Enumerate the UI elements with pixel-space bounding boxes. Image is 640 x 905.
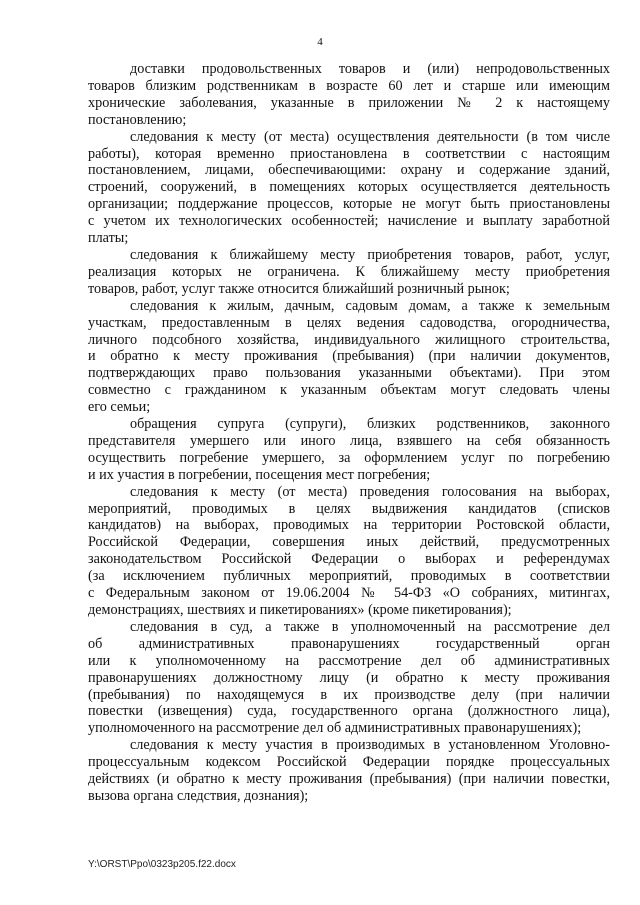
paragraph-line: и их участия в погребении, посещения мест погребения; (88, 466, 431, 483)
paragraph-line: строений, сооружений, в помещениях которых осуществляется деятельность (88, 179, 610, 196)
paragraph-line: хронические заболевания, указанные в приложении № 2 к настоящему (88, 94, 610, 111)
paragraph-line: действиях (и обратно к месту проживания (пребывания) (при наличии повестки, (88, 771, 610, 788)
paragraph-line: реализация которых не ограничена. К ближайшему месту приобретения (88, 263, 610, 280)
paragraph-line: осуществить погребение умершего, за оформлением услуг по погребению (88, 449, 610, 466)
paragraph-line: кандидатов) на выборах, проводимых на территории Ростовской области, (88, 517, 610, 534)
paragraph-line: уполномоченного на рассмотрение дел об административных правонарушениях); (88, 720, 582, 737)
paragraph-line: демонстрациях, шествиях и пикетированиях» (кроме пикетирования); (88, 602, 512, 618)
paragraph-line: с Федеральным законом от 19.06.2004 № 54-ФЗ «О собраниях, митингах, (88, 585, 610, 602)
paragraph-line: представителя умершего или иного лица, взявшего на себя обязанность (88, 432, 610, 449)
paragraph-line: постановлением, лицами, обеспечивающими: охрану и содержание зданий, (88, 162, 610, 179)
paragraph-line: постановлению; (88, 111, 187, 128)
paragraph-line: повестки (извещения) суда, государственного органа (должностного лица), (88, 703, 610, 720)
paragraph-line: и обратно к месту проживания (пребывания) (при наличии документов, (88, 348, 610, 365)
document-body (88, 61, 610, 805)
paragraph-line: об административных правонарушениях государственный орган (88, 635, 610, 652)
paragraph-line: правонарушениях должностному лицу (и обратно к месту проживания (88, 669, 610, 686)
paragraph-line: мероприятий, проводимых в целях выдвижения кандидатов (списков (88, 500, 610, 517)
paragraph-line: следования к жилым, дачным, садовым домам, а также к земельным (130, 297, 610, 314)
paragraph-line: товаров близким родственникам в возрасте 60 лет и старше или имеющим (88, 77, 610, 94)
paragraph-line: с учетом их технологических особенностей; начисление и выплату заработной (88, 213, 610, 230)
paragraph-line: (за исключением публичных мероприятий, проводимых в соответствии (88, 568, 610, 585)
paragraph-line: или к уполномоченному на рассмотрение дел об административных (88, 652, 610, 669)
paragraph-line: участкам, предоставленным в целях ведения садоводства, огородничества, (88, 314, 610, 331)
paragraph-line: товаров, работ, услуг также относится ближайший розничный рынок; (88, 280, 510, 297)
paragraph-line: доставки продовольственных товаров и (или) непродовольственных (130, 61, 610, 77)
paragraph-line: его семьи; (88, 399, 151, 416)
paragraph-line: (пребывания) по находящемуся в их производстве делу (при наличии (88, 686, 610, 703)
paragraph-line: вызова органа следствия, дознания); (88, 787, 309, 804)
paragraph-line: обращения супруга (супруги), близких родственников, законного (130, 416, 610, 433)
page-number: 4 (317, 36, 323, 48)
paragraph-line: совместно с гражданином к указанным объектам могут следовать члены (88, 382, 610, 399)
file-path-footer: Y:\ORST\Ppo\0323p205.f22.docx (88, 859, 236, 870)
paragraph-line: платы; (88, 230, 129, 247)
paragraph-line: следования к месту (от места) проведения голосования на выборах, (130, 483, 610, 500)
paragraph-line: подтверждающих право пользования указанными объектами). При этом (88, 365, 610, 382)
paragraph-line: следования к месту участия в производимых в установленном Уголовно- (130, 737, 610, 754)
paragraph-line: процессуальным кодексом Российской Федерации порядке процессуальных (88, 754, 610, 771)
paragraph-line: следования в суд, а также в уполномоченный на рассмотрение дел (130, 618, 610, 635)
paragraph-line: организации; поддержание процессов, которые не могут быть приостановлены (88, 196, 610, 213)
paragraph-line: личного подсобного хозяйства, индивидуального жилищного строительства, (88, 331, 610, 348)
paragraph-line: следования к ближайшему месту приобретения товаров, работ, услуг, (130, 246, 610, 263)
paragraph-line: работы), которая временно приостановлена в соответствии с настоящим (88, 145, 610, 162)
paragraph-line: законодательством Российской Федерации о выборах и референдумах (88, 551, 610, 568)
paragraph-line: следования к месту (от места) осуществления деятельности (в том числе (130, 128, 610, 145)
paragraph-line: Российской Федерации, совершения иных действий, предусмотренных (88, 534, 610, 551)
